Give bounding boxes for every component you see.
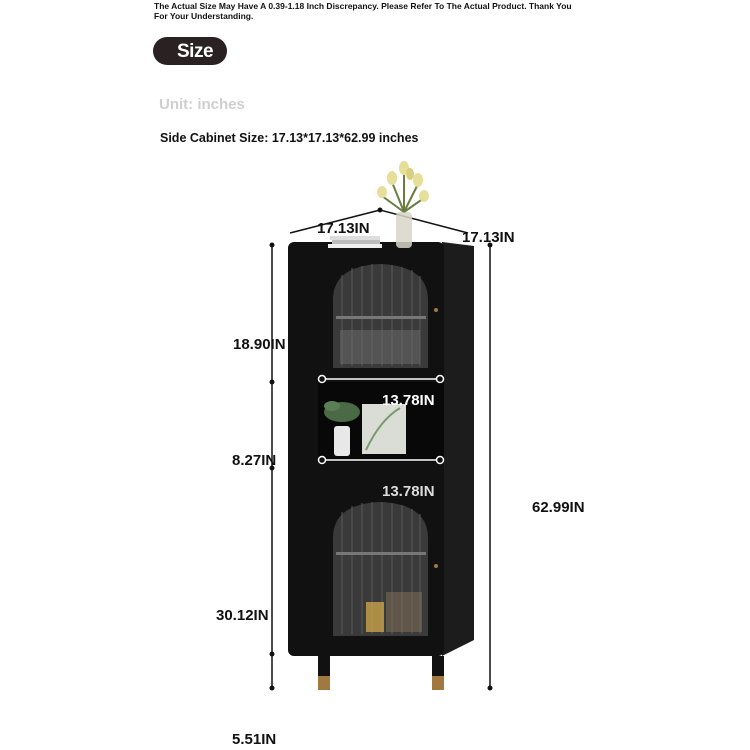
lower-width-label: 13.78IN	[382, 483, 435, 500]
top-width-label: 17.13IN	[317, 220, 370, 237]
disclaimer-text: The Actual Size May Have A 0.39-1.18 Inch Discrepancy. Please Refer To The Actual Product. Thank You For Your Understanding.	[154, 1, 572, 21]
upper-height-label: 18.90IN	[233, 336, 286, 353]
cabinet-size-text: Side Cabinet Size: 17.13*17.13*62.99 inches	[160, 131, 419, 145]
lower-height-label: 30.12IN	[216, 607, 269, 624]
top-depth-line	[380, 210, 468, 233]
total-height-label: 62.99IN	[532, 499, 585, 516]
flower-vase-icon	[377, 161, 429, 248]
opening-height-label: 8.27IN	[232, 452, 277, 469]
leg-height-label: 5.51IN	[232, 731, 277, 748]
top-depth-label: 17.13IN	[462, 229, 515, 246]
opening-width-label: 13.78IN	[382, 392, 435, 409]
unit-label: Unit: inches	[159, 96, 245, 113]
size-badge: Size	[153, 37, 227, 65]
cabinet-side-panel	[442, 242, 474, 656]
